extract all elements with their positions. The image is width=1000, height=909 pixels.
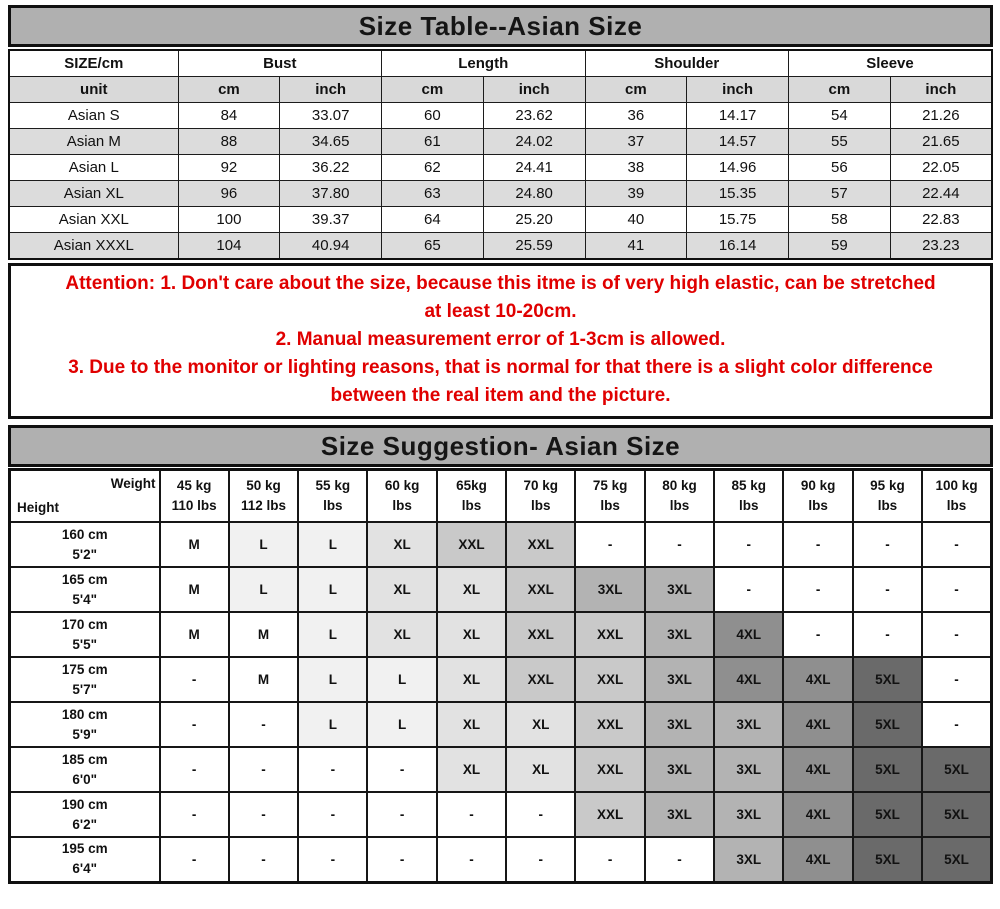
size-table-row	[9, 155, 992, 181]
size-value-cell: 88	[178, 129, 280, 155]
corner-weight-label: Weight	[110, 476, 156, 491]
size-value-cell: 96	[178, 181, 280, 207]
suggestion-size-cell: -	[367, 747, 436, 792]
size-value-cell: 56	[788, 155, 890, 181]
suggestion-size-cell: 4XL	[783, 657, 852, 702]
weight-lbs-label: lbs	[669, 498, 690, 513]
suggestion-size-cell: XL	[437, 747, 506, 792]
suggestion-size-cell: L	[298, 522, 367, 567]
size-table-head	[9, 50, 992, 103]
suggestion-size-cell: XL	[367, 522, 436, 567]
suggestion-size-cell: -	[160, 792, 229, 837]
suggestion-size-cell: 3XL	[714, 702, 783, 747]
size-value-cell: 57	[788, 181, 890, 207]
size-table-unit-row	[9, 77, 992, 103]
weight-lbs-label: lbs	[600, 498, 620, 513]
weight-kg-label: 75 kg	[592, 478, 628, 493]
suggestion-size-cell: XL	[437, 567, 506, 612]
size-value-cell: 14.17	[687, 103, 789, 129]
suggestion-title: Size Suggestion- Asian Size	[8, 425, 993, 467]
size-value-cell: 40.94	[280, 233, 382, 260]
height-cm-label: 180 cm	[61, 706, 108, 722]
suggestion-size-cell: 5XL	[922, 747, 991, 792]
size-value-cell: 104	[178, 233, 280, 260]
suggestion-size-cell: L	[367, 702, 436, 747]
size-value-cell: 34.65	[280, 129, 382, 155]
suggestion-size-cell: -	[437, 792, 506, 837]
suggestion-size-cell: -	[645, 522, 714, 567]
height-header-cell	[10, 837, 160, 882]
size-table-row	[9, 233, 992, 260]
size-name-cell: Asian S	[9, 103, 178, 129]
suggestion-size-cell: -	[714, 567, 783, 612]
size-table-row	[9, 181, 992, 207]
suggestion-size-cell: -	[783, 522, 852, 567]
suggestion-size-cell: -	[922, 522, 991, 567]
height-cm-label: 190 cm	[61, 796, 108, 812]
suggestion-size-cell: XL	[437, 657, 506, 702]
size-value-cell: 16.14	[687, 233, 789, 260]
size-table-group-row	[9, 50, 992, 77]
weight-height-corner-cell	[10, 470, 160, 523]
height-ft-label: 6'0"	[72, 771, 98, 787]
suggestion-size-cell: XXL	[575, 702, 644, 747]
size-value-cell: 39	[585, 181, 687, 207]
suggestion-table	[8, 468, 993, 884]
size-value-cell: 25.20	[483, 207, 585, 233]
height-header-cell	[10, 567, 160, 612]
size-value-cell: 61	[382, 129, 484, 155]
size-table-row	[9, 207, 992, 233]
suggestion-row	[10, 567, 992, 612]
suggestion-size-cell: -	[575, 837, 644, 882]
suggestion-size-cell: XL	[506, 702, 575, 747]
size-value-cell: 92	[178, 155, 280, 181]
suggestion-size-cell: XL	[367, 612, 436, 657]
weight-column-header	[506, 470, 575, 523]
suggestion-size-cell: 3XL	[645, 792, 714, 837]
attention-line: between the real item and the picture.	[330, 385, 671, 406]
suggestion-size-cell: 4XL	[714, 612, 783, 657]
suggestion-size-cell: L	[229, 567, 298, 612]
suggestion-size-cell: -	[506, 837, 575, 882]
size-table	[8, 49, 993, 260]
unit-label: unit	[9, 77, 178, 103]
weight-column-header	[437, 470, 506, 523]
suggestion-size-cell: 3XL	[645, 747, 714, 792]
attention-line: 3. Due to the monitor or lighting reasons, that is normal for that there is a slight color difference	[68, 357, 933, 378]
suggestion-size-cell: -	[229, 837, 298, 882]
suggestion-size-cell: -	[298, 792, 367, 837]
suggestion-size-cell: -	[298, 837, 367, 882]
suggestion-size-cell: 3XL	[714, 792, 783, 837]
size-value-cell: 37.80	[280, 181, 382, 207]
unit-col-header: cm	[178, 77, 280, 103]
suggestion-size-cell: 5XL	[922, 837, 991, 882]
size-table-title: Size Table--Asian Size	[8, 5, 993, 47]
suggestion-size-cell: L	[229, 522, 298, 567]
size-name-cell: Asian M	[9, 129, 178, 155]
height-header-cell	[10, 657, 160, 702]
suggestion-size-cell: -	[922, 612, 991, 657]
height-ft-label: 6'2"	[72, 816, 98, 832]
height-cm-label: 160 cm	[61, 526, 108, 542]
size-value-cell: 33.07	[280, 103, 382, 129]
suggestion-header-row	[10, 470, 992, 523]
weight-kg-label: 45 kg	[176, 478, 212, 493]
suggestion-size-cell: XXL	[506, 567, 575, 612]
suggestion-size-cell: L	[298, 612, 367, 657]
suggestion-size-cell: 5XL	[853, 702, 922, 747]
size-table-body	[9, 103, 992, 260]
suggestion-size-cell: 4XL	[783, 702, 852, 747]
suggestion-size-cell: -	[783, 567, 852, 612]
weight-column-header	[853, 470, 922, 523]
size-value-cell: 100	[178, 207, 280, 233]
unit-col-header: cm	[585, 77, 687, 103]
suggestion-size-cell: 3XL	[645, 702, 714, 747]
attention-line: 2. Manual measurement error of 1-3cm is allowed.	[275, 329, 726, 350]
suggestion-size-cell: -	[645, 837, 714, 882]
suggestion-size-cell: 3XL	[714, 837, 783, 882]
unit-col-header: inch	[280, 77, 382, 103]
suggestion-head	[10, 470, 992, 523]
size-value-cell: 40	[585, 207, 687, 233]
weight-kg-label: 90 kg	[800, 478, 836, 493]
size-value-cell: 15.75	[687, 207, 789, 233]
suggestion-row	[10, 837, 992, 882]
suggestion-size-cell: -	[160, 657, 229, 702]
suggestion-row	[10, 657, 992, 702]
unit-col-header: inch	[890, 77, 992, 103]
height-cm-label: 170 cm	[61, 616, 108, 632]
weight-lbs-label: lbs	[739, 498, 759, 513]
suggestion-row	[10, 792, 992, 837]
height-cm-label: 165 cm	[61, 571, 108, 587]
height-header-cell	[10, 702, 160, 747]
suggestion-size-cell: 5XL	[853, 792, 922, 837]
height-ft-label: 5'4"	[72, 591, 98, 607]
size-value-cell: 36.22	[280, 155, 382, 181]
corner-height-label: Height	[17, 500, 59, 515]
size-table-row	[9, 103, 992, 129]
size-name-cell: Asian XL	[9, 181, 178, 207]
unit-col-header: inch	[687, 77, 789, 103]
size-value-cell: 14.57	[687, 129, 789, 155]
size-table-group-header: Bust	[178, 50, 381, 77]
suggestion-size-cell: -	[575, 522, 644, 567]
weight-column-header	[575, 470, 644, 523]
size-value-cell: 21.65	[890, 129, 992, 155]
suggestion-size-cell: -	[922, 702, 991, 747]
suggestion-size-cell: XL	[506, 747, 575, 792]
weight-lbs-label: 110 lbs	[171, 498, 217, 513]
weight-column-header	[298, 470, 367, 523]
size-value-cell: 24.02	[483, 129, 585, 155]
suggestion-size-cell: -	[367, 837, 436, 882]
suggestion-size-cell: 5XL	[853, 657, 922, 702]
height-ft-label: 5'5"	[72, 636, 98, 652]
size-name-cell: Asian XXL	[9, 207, 178, 233]
suggestion-size-cell: XXL	[575, 792, 644, 837]
height-header-cell	[10, 612, 160, 657]
size-value-cell: 63	[382, 181, 484, 207]
suggestion-size-cell: XXL	[575, 657, 644, 702]
suggestion-size-cell: L	[298, 702, 367, 747]
weight-kg-label: 80 kg	[662, 478, 697, 493]
weight-kg-label: 60 kg	[384, 478, 420, 493]
size-name-cell: Asian XXXL	[9, 233, 178, 260]
weight-kg-label: 100 kg	[935, 478, 978, 493]
suggestion-size-cell: 5XL	[853, 747, 922, 792]
suggestion-size-cell: L	[367, 657, 436, 702]
size-value-cell: 59	[788, 233, 890, 260]
size-value-cell: 15.35	[687, 181, 789, 207]
suggestion-size-cell: -	[922, 657, 991, 702]
weight-column-header	[922, 470, 991, 523]
height-cm-label: 195 cm	[61, 841, 108, 857]
weight-column-header	[367, 470, 436, 523]
suggestion-row	[10, 747, 992, 792]
suggestion-size-cell: L	[298, 567, 367, 612]
size-value-cell: 21.26	[890, 103, 992, 129]
weight-lbs-label: lbs	[461, 498, 482, 513]
size-value-cell: 58	[788, 207, 890, 233]
weight-lbs-label: lbs	[392, 498, 412, 513]
suggestion-section	[8, 425, 993, 884]
size-value-cell: 39.37	[280, 207, 382, 233]
size-value-cell: 22.83	[890, 207, 992, 233]
size-value-cell: 38	[585, 155, 687, 181]
weight-column-header	[229, 470, 298, 523]
size-value-cell: 25.59	[483, 233, 585, 260]
size-value-cell: 55	[788, 129, 890, 155]
suggestion-size-cell: -	[229, 702, 298, 747]
suggestion-size-cell: -	[853, 567, 922, 612]
suggestion-size-cell: 3XL	[575, 567, 644, 612]
weight-kg-label: 70 kg	[523, 478, 559, 493]
suggestion-size-cell: M	[160, 612, 229, 657]
suggestion-size-cell: -	[437, 837, 506, 882]
size-table-group-header: Shoulder	[585, 50, 788, 77]
height-header-cell	[10, 522, 160, 567]
weight-lbs-label: lbs	[946, 498, 967, 513]
size-value-cell: 23.62	[483, 103, 585, 129]
size-table-group-header: Sleeve	[788, 50, 992, 77]
height-ft-label: 5'9"	[72, 726, 98, 742]
weight-column-header	[714, 470, 783, 523]
weight-lbs-label: lbs	[808, 498, 828, 513]
suggestion-size-cell: -	[714, 522, 783, 567]
suggestion-size-cell: XL	[437, 702, 506, 747]
size-name-cell: Asian L	[9, 155, 178, 181]
size-value-cell: 24.80	[483, 181, 585, 207]
size-table-corner: SIZE/cm	[9, 50, 178, 77]
size-value-cell: 84	[178, 103, 280, 129]
size-table-section	[8, 5, 993, 260]
suggestion-size-cell: XXL	[575, 612, 644, 657]
weight-column-header	[645, 470, 714, 523]
suggestion-size-cell: XXL	[575, 747, 644, 792]
height-cm-label: 185 cm	[61, 751, 108, 767]
suggestion-size-cell: -	[160, 837, 229, 882]
unit-col-header: cm	[788, 77, 890, 103]
suggestion-size-cell: XXL	[437, 522, 506, 567]
suggestion-size-cell: 3XL	[645, 612, 714, 657]
suggestion-size-cell: 3XL	[645, 567, 714, 612]
suggestion-size-cell: XL	[367, 567, 436, 612]
size-value-cell: 65	[382, 233, 484, 260]
weight-lbs-label: lbs	[323, 498, 343, 513]
size-value-cell: 62	[382, 155, 484, 181]
weight-kg-label: 95 kg	[870, 478, 905, 493]
size-table-row	[9, 129, 992, 155]
weight-kg-label: 65kg	[456, 478, 487, 493]
suggestion-size-cell: 5XL	[853, 837, 922, 882]
size-value-cell: 60	[382, 103, 484, 129]
suggestion-row	[10, 612, 992, 657]
size-value-cell: 41	[585, 233, 687, 260]
size-table-group-header: Length	[382, 50, 585, 77]
suggestion-size-cell: M	[160, 567, 229, 612]
suggestion-size-cell: 4XL	[783, 792, 852, 837]
height-ft-label: 5'7"	[72, 681, 98, 697]
size-value-cell: 22.05	[890, 155, 992, 181]
suggestion-size-cell: -	[160, 747, 229, 792]
size-value-cell: 37	[585, 129, 687, 155]
suggestion-size-cell: -	[783, 612, 852, 657]
height-ft-label: 5'2"	[72, 546, 98, 562]
unit-col-header: cm	[382, 77, 484, 103]
suggestion-size-cell: XXL	[506, 612, 575, 657]
size-value-cell: 54	[788, 103, 890, 129]
suggestion-size-cell: 3XL	[714, 747, 783, 792]
suggestion-size-cell: 3XL	[645, 657, 714, 702]
height-header-cell	[10, 792, 160, 837]
suggestion-size-cell: XL	[437, 612, 506, 657]
suggestion-size-cell: -	[853, 612, 922, 657]
suggestion-row	[10, 522, 992, 567]
suggestion-size-cell: -	[506, 792, 575, 837]
size-value-cell: 23.23	[890, 233, 992, 260]
weight-kg-label: 50 kg	[246, 478, 281, 493]
suggestion-size-cell: XXL	[506, 657, 575, 702]
size-value-cell: 36	[585, 103, 687, 129]
suggestion-size-cell: 4XL	[783, 747, 852, 792]
suggestion-size-cell: XXL	[506, 522, 575, 567]
size-value-cell: 14.96	[687, 155, 789, 181]
weight-lbs-label: 112 lbs	[240, 498, 287, 513]
suggestion-size-cell: 5XL	[922, 792, 991, 837]
suggestion-size-cell: -	[229, 747, 298, 792]
suggestion-size-cell: -	[160, 702, 229, 747]
weight-lbs-label: lbs	[531, 498, 551, 513]
suggestion-size-cell: M	[160, 522, 229, 567]
suggestion-size-cell: -	[922, 567, 991, 612]
size-value-cell: 22.44	[890, 181, 992, 207]
suggestion-size-cell: -	[367, 792, 436, 837]
suggestion-row	[10, 702, 992, 747]
suggestion-size-cell: -	[229, 792, 298, 837]
attention-line: at least 10-20cm.	[424, 301, 577, 322]
suggestion-body	[10, 522, 992, 882]
suggestion-size-cell: L	[298, 657, 367, 702]
suggestion-size-cell: -	[298, 747, 367, 792]
suggestion-size-cell: 4XL	[783, 837, 852, 882]
suggestion-size-cell: M	[229, 612, 298, 657]
weight-lbs-label: lbs	[877, 498, 898, 513]
suggestion-size-cell: 4XL	[714, 657, 783, 702]
height-cm-label: 175 cm	[61, 661, 108, 677]
size-value-cell: 24.41	[483, 155, 585, 181]
height-ft-label: 6'4"	[72, 861, 98, 877]
unit-col-header: inch	[483, 77, 585, 103]
weight-kg-label: 85 kg	[731, 478, 767, 493]
suggestion-size-cell: M	[229, 657, 298, 702]
weight-column-header	[160, 470, 229, 523]
weight-kg-label: 55 kg	[315, 478, 351, 493]
suggestion-size-cell: -	[853, 522, 922, 567]
attention-line: Attention: 1. Don't care about the size, because this itme is of very high elastic, can be stretched	[65, 273, 936, 294]
size-value-cell: 64	[382, 207, 484, 233]
weight-column-header	[783, 470, 852, 523]
attention-box	[8, 263, 993, 419]
height-header-cell	[10, 747, 160, 792]
